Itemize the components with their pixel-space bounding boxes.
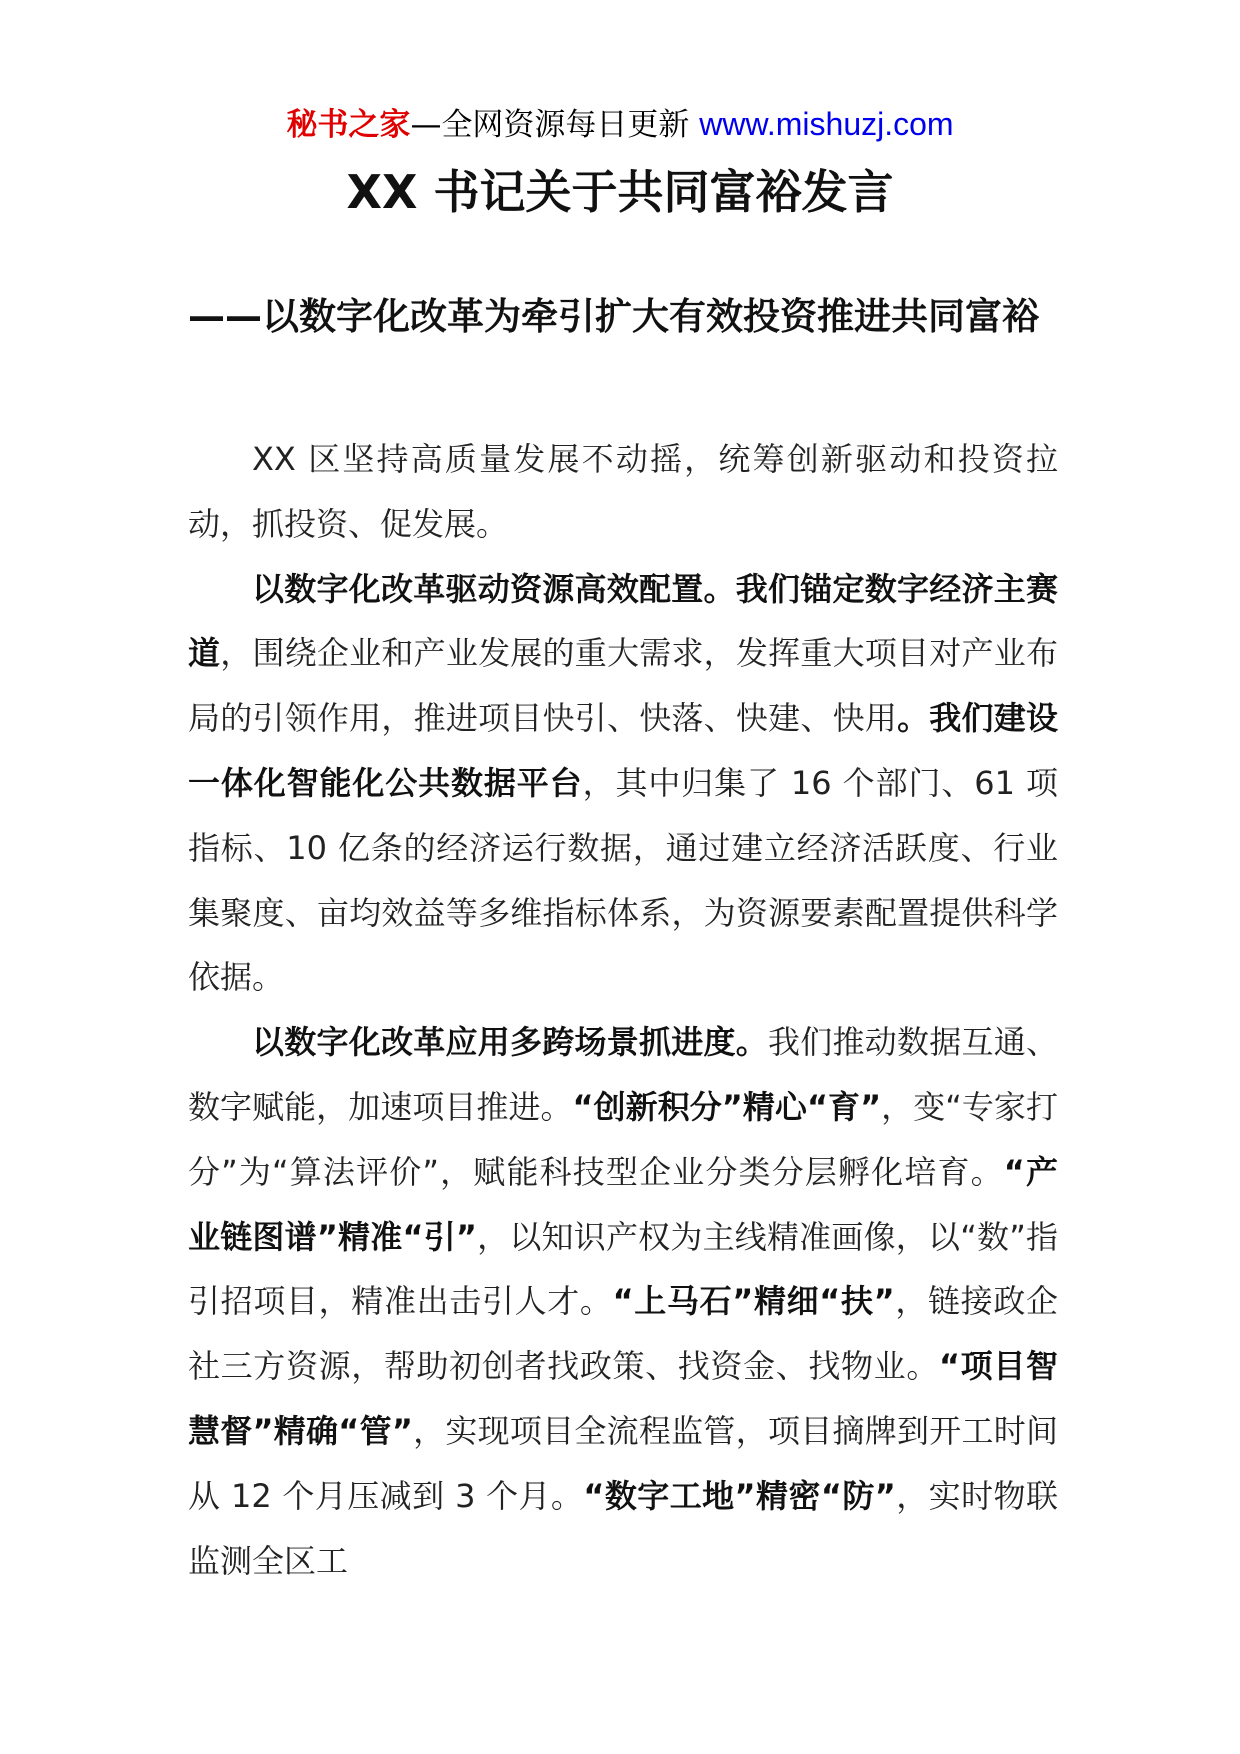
paragraph-resource-allocation — [188, 557, 1058, 1011]
paragraph-multi-scenario — [188, 1010, 1058, 1593]
bold-heading: 以数字化改革驱动资源高效配置。我们锚定数字经济主赛道 — [188, 569, 1058, 673]
site-banner — [0, 104, 1240, 145]
bold-phrase: “项目智慧督”精确“管” — [188, 1347, 1058, 1450]
bold-phrase: “上马石”精细“扶” — [612, 1282, 895, 1321]
body-text: ，变“专家打分”为“算法评价”，赋能科技型企业分类分层孵化培育。 — [188, 1087, 1058, 1191]
bold-phrase: “产业链图谱”精准“引” — [188, 1152, 1058, 1256]
body-text: ，其中归集了 16 个部门、61 项指标、10 亿条的经济运行数据，通过建立经济活跃度、行业集聚度、亩均效益等多维指标体系，为资源要素配置提供科学依据。 — [188, 763, 1058, 997]
body-text: 我们推动数据互通、数字赋能，加速项目推进。 — [188, 1023, 1058, 1126]
paragraph-intro: XX 区坚持高质量发展不动摇，统筹创新驱动和投资拉动，抓投资、促发展。 — [188, 440, 1058, 543]
body-text: ，实现项目全流程监管，项目摘牌到开工时间从 12 个月压减到 3 个月。 — [188, 1411, 1058, 1515]
document-subtitle: ——以数字化改革为牵引扩大有效投资推进共同富裕 — [188, 295, 1039, 338]
document-body — [188, 427, 1058, 1593]
body-text: ，以知识产权为主线精准画像，以“数”指引招项目，精准出击引人才。 — [188, 1217, 1058, 1321]
body-text: ，围绕企业和产业发展的重大需求，发挥重大项目对产业布局的引领作用，推进项目快引、快落、快建、快用 — [188, 634, 1058, 738]
banner-brand: 秘书之家 — [286, 107, 411, 143]
bold-phrase: 。我们建设一体化智能化公共数据平台 — [188, 699, 1058, 802]
bold-phrase: “数字工地”精密“防” — [583, 1476, 896, 1515]
bold-heading: 以数字化改革应用多跨场景抓进度。 — [252, 1023, 768, 1062]
banner-url-link[interactable]: www.mishuzj.com — [699, 106, 954, 142]
body-text: ，链接政企社三方资源，帮助初创者找政策、找资金、找物业。 — [188, 1282, 1058, 1386]
body-text: ，实时物联监测全区工 — [188, 1476, 1058, 1580]
document-title: XX 书记关于共同富裕发言 — [346, 165, 894, 219]
banner-tagline: —全网资源每日更新 — [410, 107, 700, 143]
bold-phrase: “创新积分”精心“育” — [572, 1087, 882, 1126]
